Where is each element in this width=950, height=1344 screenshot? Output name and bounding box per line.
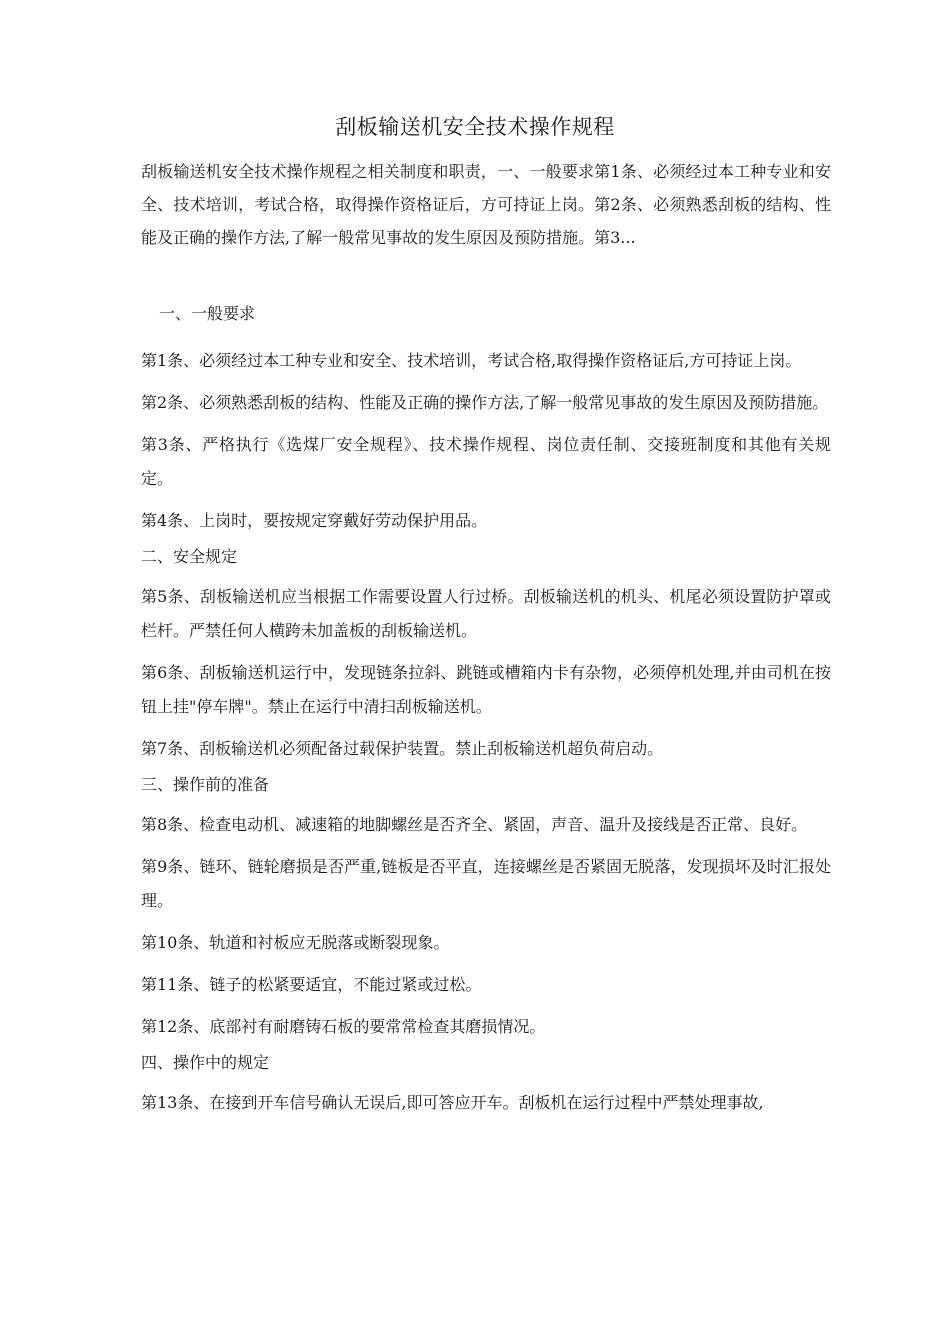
clause-paragraph: 第5条、刮板输送机应当根据工作需要设置人行过桥。刮板输送机的机头、机尾必须设置防护罩或栏杆。严禁任何人横跨未加盖板的刮板输送机。 <box>141 587 831 640</box>
clause-paragraph: 第9条、链环、链轮磨损是否严重,链板是否平直，连接螺丝是否紧固无脱落，发现损坏及时汇报处理。 <box>141 857 831 910</box>
section-heading: 一、一般要求 <box>159 304 256 323</box>
clause-paragraph: 第10条、轨道和衬板应无脱落或断裂现象。 <box>141 933 450 952</box>
section-heading: 三、操作前的准备 <box>141 775 270 794</box>
document-title: 刮板输送机安全技术操作规程 <box>335 115 615 139</box>
section-heading: 四、操作中的规定 <box>141 1053 270 1072</box>
clause-paragraph: 第6条、刮板输送机运行中，发现链条拉斜、跳链或槽箱内卡有杂物，必须停机处理,并由司机在按钮上挂"停车牌"。禁止在运行中清扫刮板输送机。 <box>141 663 831 716</box>
clause-paragraph: 第13条、在接到开车信号确认无误后,即可答应开车。刮板机在运行过程中严禁处理事故, <box>141 1093 764 1112</box>
clause-paragraph: 第1条、必须经过本工种专业和安全、技术培训，考试合格,取得操作资格证后,方可持证上岗。 <box>141 351 802 370</box>
clause-paragraph: 第2条、必须熟悉刮板的结构、性能及正确的操作方法,了解一般常见事故的发生原因及预防措施。 <box>141 393 829 412</box>
clause-paragraph: 第3条、严格执行《选煤厂安全规程》、技术操作规程、岗位责任制、交接班制度和其他有关规定。 <box>141 435 831 488</box>
clause-paragraph: 第11条、链子的松紧要适宜，不能过紧或过松。 <box>141 975 482 994</box>
clause-paragraph: 第4条、上岗时，要按规定穿戴好劳动保护用品。 <box>141 511 488 530</box>
section-heading: 二、安全规定 <box>141 547 238 566</box>
clause-paragraph: 第7条、刮板输送机必须配备过载保护装置。禁止刮板输送机超负荷启动。 <box>141 739 664 758</box>
document-summary: 刮板输送机安全技术操作规程之相关制度和职责，一、一般要求第1条、必须经过本工种专业和安全、技术培训，考试合格，取得操作资格证后，方可持证上岗。第2条、必须熟悉刮板的结构、性能及正确的操作方法,了解一般常见事故的发生原因及预防措施。第3... <box>141 162 831 247</box>
clause-paragraph: 第8条、检查电动机、减速箱的地脚螺丝是否齐全、紧固，声音、温升及接线是否正常、良好。 <box>141 815 808 834</box>
document-body <box>141 303 831 1128</box>
clause-paragraph: 第12条、底部衬有耐磨铸石板的要常常检查其磨损情况。 <box>141 1017 546 1036</box>
